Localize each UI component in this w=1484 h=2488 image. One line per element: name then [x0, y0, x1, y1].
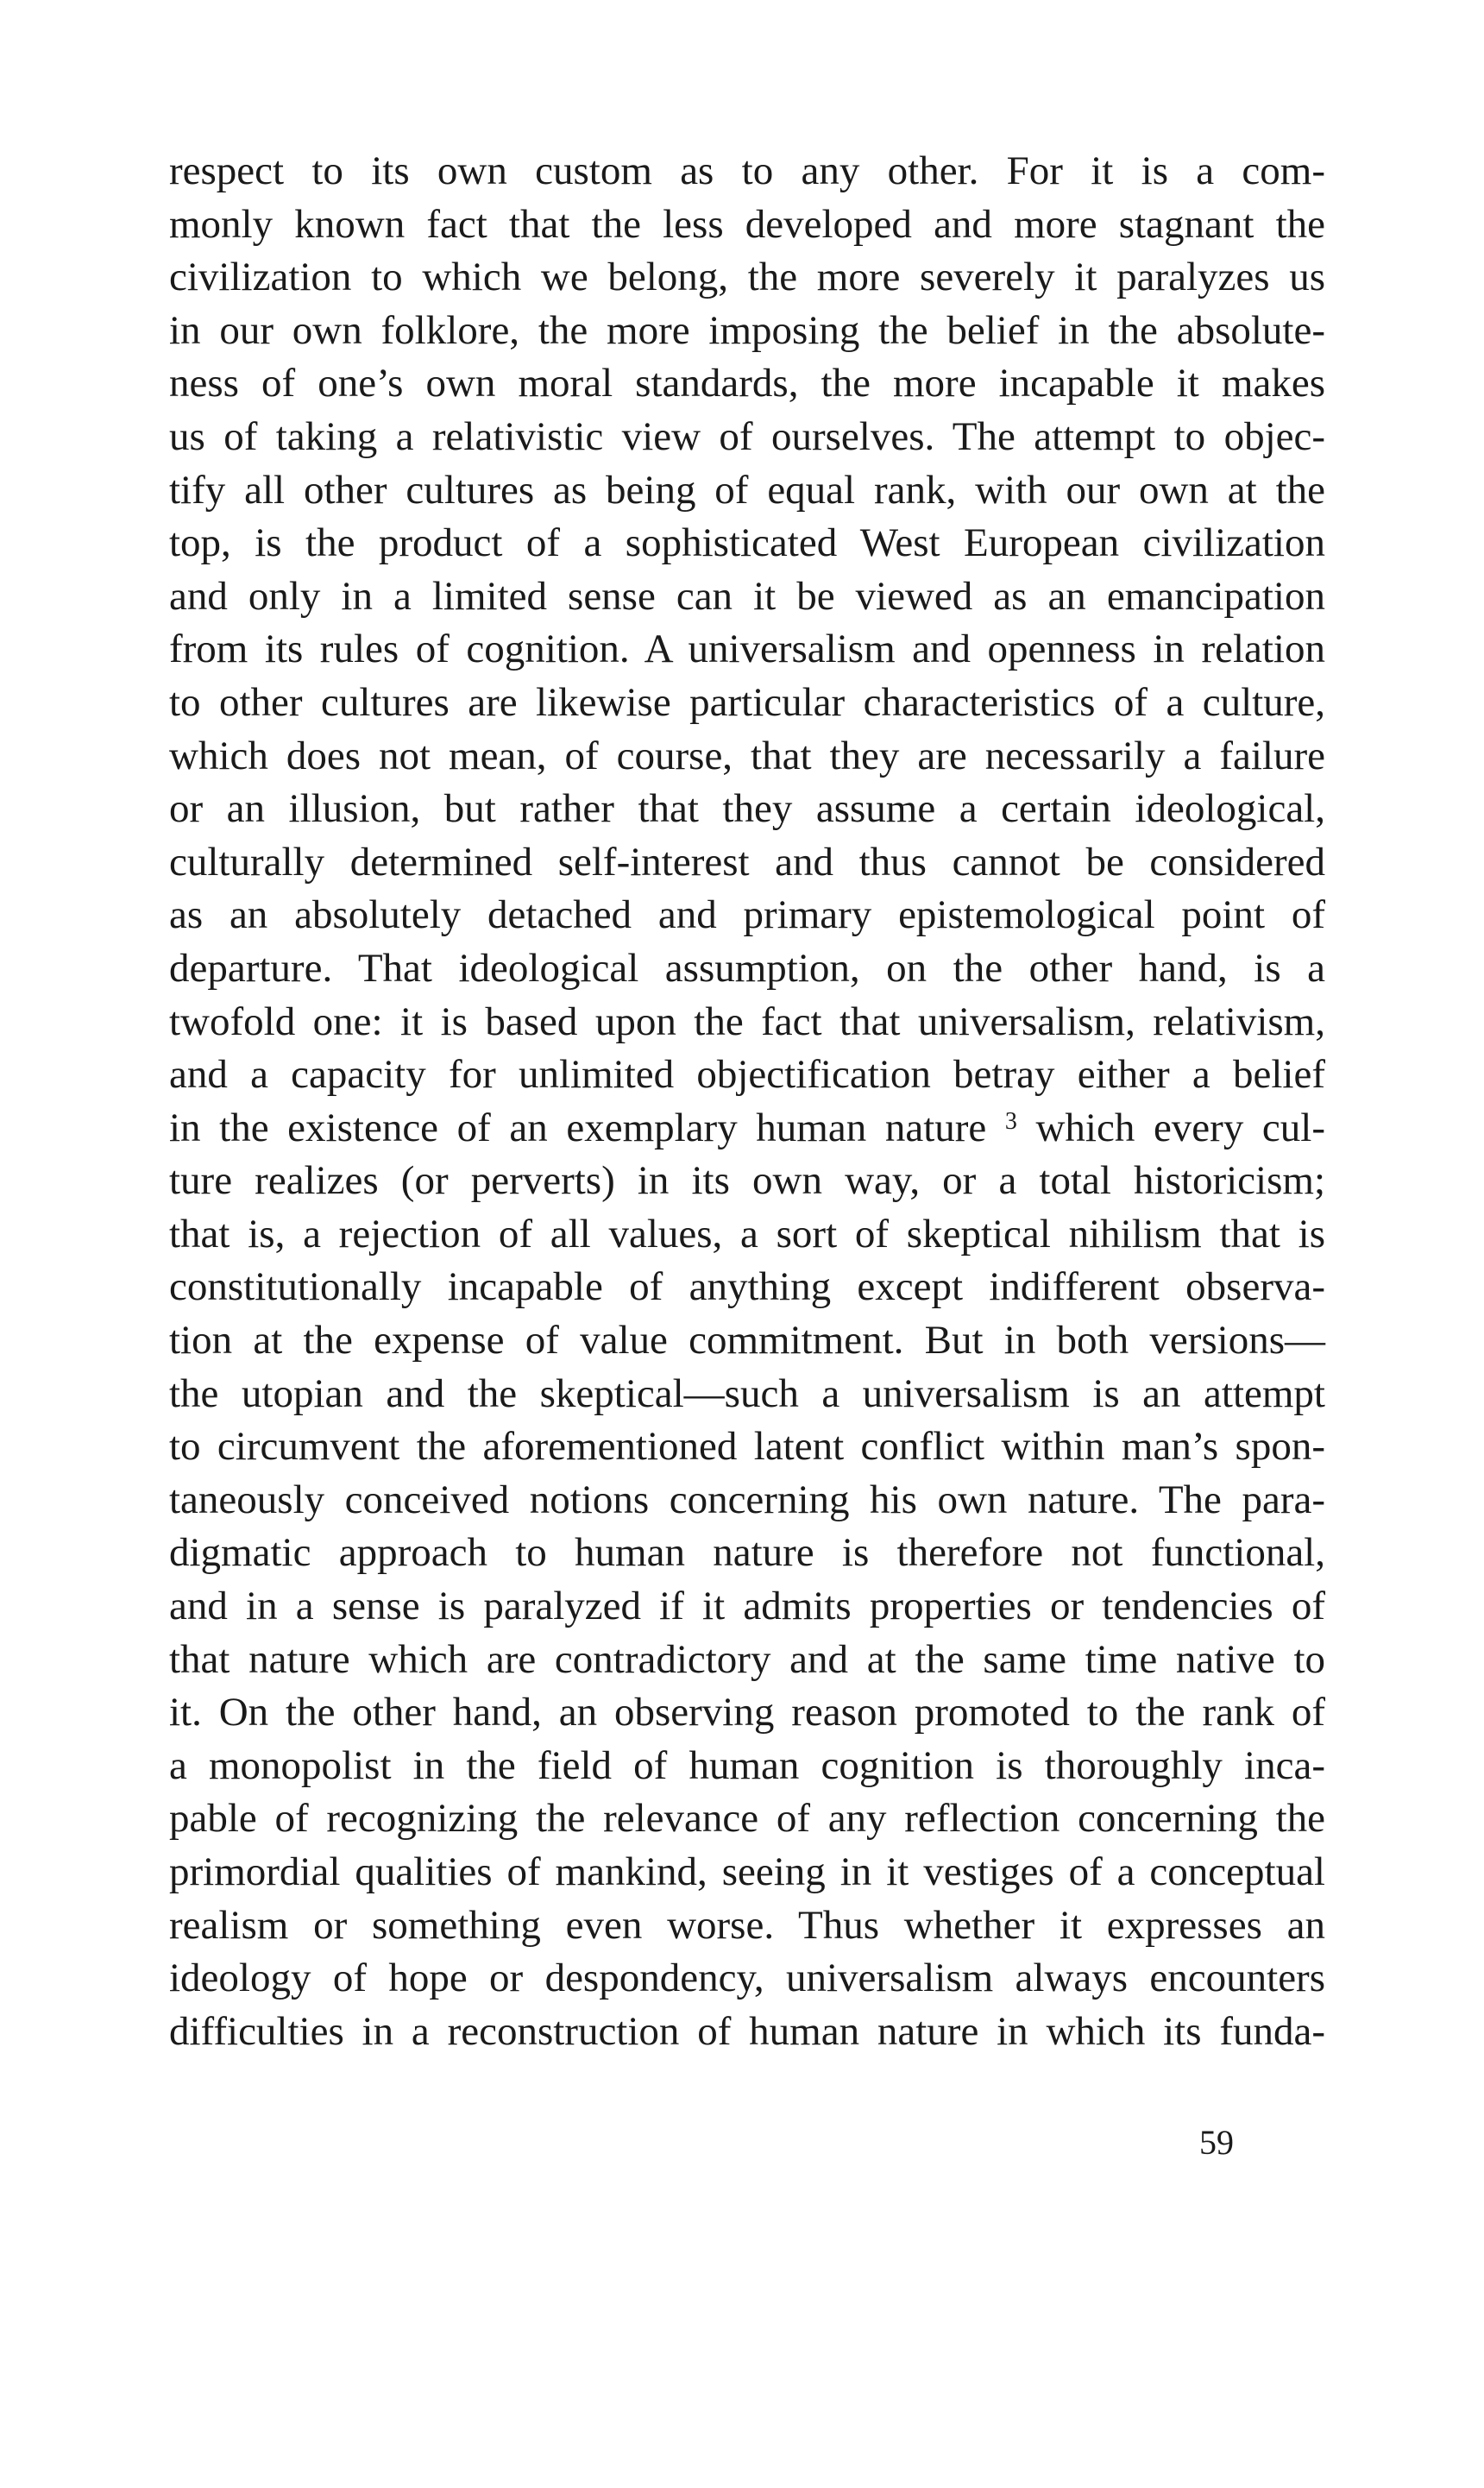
text-line: a monopolist in the field of human cognition is thoroughly inca-: [169, 1742, 1325, 1788]
text-line: ideology of hope or despondency, universalism always encounters: [169, 1956, 1325, 2001]
text-line: culturally determined self-interest and thus cannot be considered: [169, 839, 1325, 885]
text-line: and only in a limited sense can it be viewed as an emancipation: [169, 573, 1325, 619]
text-line: that nature which are contradictory and at the same time native to: [169, 1636, 1325, 1682]
text-line: to circumvent the aforementioned latent conflict within man’s spon-: [169, 1424, 1325, 1470]
text-line: departure. That ideological assumption, on the other hand, is a: [169, 945, 1325, 991]
text-segment: which every cul-: [1035, 1105, 1325, 1150]
text-line: it. On the other hand, an observing reason promoted to the rank of: [169, 1690, 1325, 1735]
text-line: constitutionally incapable of anything except indifferent observa-: [169, 1264, 1325, 1310]
page-number: 59: [1199, 2123, 1234, 2162]
text-line: and in a sense is paralyzed if it admits properties or tendencies of: [169, 1584, 1325, 1629]
text-line: as an absolutely detached and primary epistemological point of: [169, 892, 1325, 938]
text-line: difficulties in a reconstruction of human nature in which its funda-: [169, 2008, 1325, 2054]
text-segment: in the existence of an exemplary human nature: [169, 1105, 987, 1150]
text-line: top, is the product of a sophisticated West European civilization: [169, 520, 1325, 566]
text-line: in our own folklore, the more imposing the belief in the absolute-: [169, 307, 1325, 353]
text-line: respect to its own custom as to any other. For it is a com-: [169, 148, 1325, 193]
text-line: pable of recognizing the relevance of any reflection concerning the: [169, 1796, 1325, 1842]
text-line: from its rules of cognition. A universalism and openness in relation: [169, 627, 1325, 672]
text-line: realism or something even worse. Thus whether it expresses an: [169, 1902, 1325, 1948]
text-line: and a capacity for unlimited objectification betray either a belief: [169, 1052, 1325, 1098]
text-line: twofold one: it is based upon the fact that universalism, relativism,: [169, 998, 1325, 1044]
text-line: civilization to which we belong, the more severely it paralyzes us: [169, 255, 1325, 300]
text-line: that is, a rejection of all values, a sort of skeptical nihilism that is: [169, 1211, 1325, 1257]
text-line: taneously conceived notions concerning his own nature. The para-: [169, 1477, 1325, 1522]
text-line: us of taking a relativistic view of ourselves. The attempt to objec-: [169, 413, 1325, 459]
body-text: [169, 145, 1325, 2058]
text-line: digmatic approach to human nature is therefore not functional,: [169, 1530, 1325, 1576]
text-line: to other cultures are likewise particular characteristics of a culture,: [169, 679, 1325, 725]
text-line: tion at the expense of value commitment. But in both versions—: [169, 1318, 1325, 1364]
text-line: the utopian and the skeptical—such a universalism is an attempt: [169, 1370, 1325, 1416]
text-line: tify all other cultures as being of equal rank, with our own at the: [169, 467, 1325, 513]
text-line: or an illusion, but rather that they assume a certain ideological,: [169, 786, 1325, 832]
text-line: ness of one’s own moral standards, the more incapable it makes: [169, 361, 1325, 406]
text-line: which does not mean, of course, that they are necessarily a failure: [169, 733, 1325, 778]
text-line-with-footnote: [169, 1102, 1325, 1156]
text-line: ture realizes (or perverts) in its own way, or a total historicism;: [169, 1158, 1325, 1204]
footnote-marker: 3: [1004, 1107, 1017, 1135]
text-line: primordial qualities of mankind, seeing in it vestiges of a conceptual: [169, 1849, 1325, 1894]
text-line: monly known fact that the less developed and more stagnant the: [169, 201, 1325, 247]
